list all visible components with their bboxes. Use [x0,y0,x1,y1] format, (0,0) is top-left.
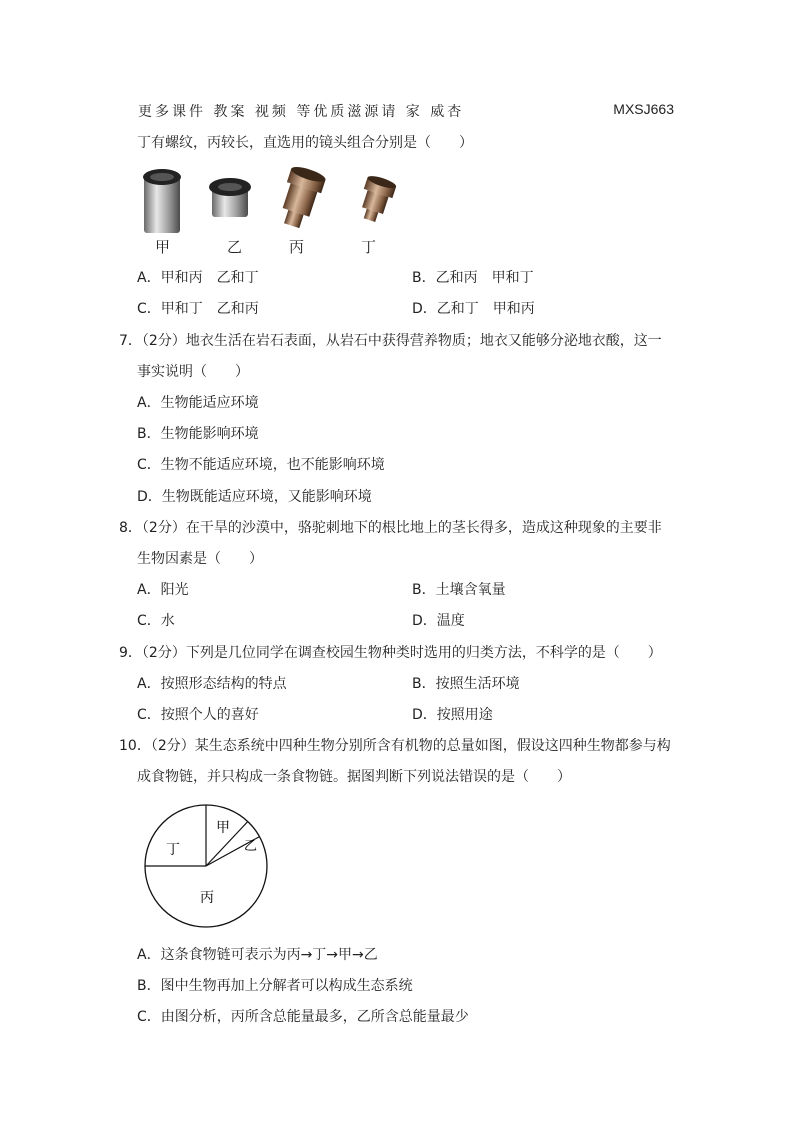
lens-yi-image [209,178,251,217]
lens-label-ding: 丁 [361,238,377,256]
q10-stem-line2: 成食物链，并只构成一条食物链。据图判断下列说法错误的是（ ） [137,769,571,785]
q8-option-a: A．阳光 [137,582,189,598]
q10-stem-line1: 10．（2分）某生态系统中四种生物分别所含有机物的总量如图，假设这四种生物都参与构 [119,738,671,754]
header-promo: 更多课件 教案 视频 等优质滋源请 家 威杏 [138,104,465,120]
lens-jia-image [143,169,181,233]
q6-option-a: A．甲和丙 乙和丁 [137,270,259,286]
q6-option-c: C．甲和丁 乙和丙 [137,301,259,317]
q9-option-c: C．按照个人的喜好 [137,707,259,723]
q10-option-c: C．由图分析，丙所含总能量最多，乙所含总能量最少 [137,1009,469,1025]
q9-option-d: D．按照用途 [412,707,493,723]
lens-images [130,165,410,240]
q6-option-b: B．乙和丙 甲和丁 [412,270,534,286]
lens-label-jia: 甲 [155,238,171,256]
q8-stem-line1: 8．（2分）在干旱的沙漠中，骆驼刺地下的根比地上的茎长得多，造成这种现象的主要非 [119,520,662,536]
q7-stem-line1: 7．（2分）地衣生活在岩石表面，从岩石中获得营养物质；地衣又能够分泌地衣酸，这一 [119,333,662,349]
q9-option-a: A．按照形态结构的特点 [137,676,287,692]
pie-label-yi: 乙 [244,839,258,854]
header-code: MXSJ663 [613,101,674,117]
q7-option-a: A．生物能适应环境 [137,395,259,411]
q8-option-d: D．温度 [412,613,465,629]
q7-stem-line2: 事实说明（ ） [137,364,249,380]
q7-option-d: D．生物既能适应环境，又能影响环境 [137,489,372,505]
pie-label-ding: 丁 [166,842,180,858]
q7-option-c: C．生物不能适应环境，也不能影响环境 [137,457,385,473]
q8-option-b: B．土壤含氧量 [412,582,506,598]
lens-ding-image [355,174,397,225]
q8-option-c: C．水 [137,613,175,629]
lens-label-bing: 丙 [289,238,305,256]
q6-continuation: 丁有螺纹，丙较长，直选用的镜头组合分别是（ ） [137,135,473,151]
pie-label-jia: 甲 [216,820,230,836]
pie-label-bing: 丙 [200,890,214,906]
lens-label-yi: 乙 [227,238,243,256]
q10-option-a: A．这条食物链可表示为丙→丁→甲→乙 [137,947,378,963]
pie-chart [140,802,272,934]
q6-option-d: D．乙和丁 甲和丙 [412,301,535,317]
q9-option-b: B．按照生活环境 [412,676,520,692]
q10-option-b: B．图中生物再加上分解者可以构成生态系统 [137,978,413,994]
q8-stem-line2: 生物因素是（ ） [137,551,263,567]
q7-option-b: B．生物能影响环境 [137,426,259,442]
q9-stem: 9．（2分）下列是几位同学在调查校园生物种类时选用的归类方法，不科学的是（ ） [119,645,662,661]
lens-bing-image [275,165,327,231]
